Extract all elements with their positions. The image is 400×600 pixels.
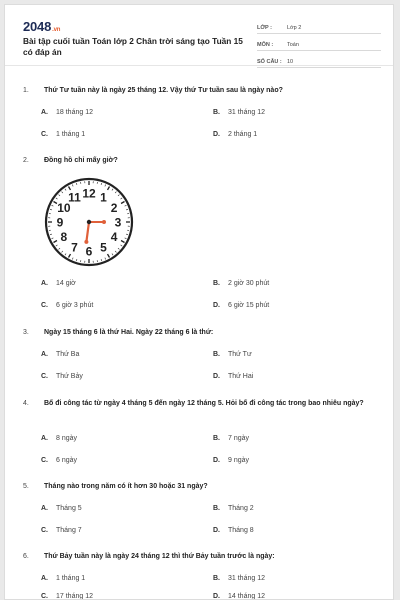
clock-hour-hand-tip <box>84 240 88 244</box>
meta-value: Toán <box>287 42 299 48</box>
worksheet-page <box>4 4 394 600</box>
clock-numeral: 4 <box>110 230 118 244</box>
option-key: A. <box>41 280 48 287</box>
option-key: B. <box>213 505 220 512</box>
option-b[interactable] <box>213 575 265 582</box>
option-key: D. <box>213 593 220 600</box>
question-text: Thứ Bảy tuần này là ngày 24 tháng 12 thì thứ Bảy tuần trước là ngày: <box>44 553 275 560</box>
brand-suffix: .vn <box>52 27 61 33</box>
option-d[interactable] <box>213 527 254 534</box>
option-text: 31 tháng 12 <box>228 109 265 116</box>
option-key: A. <box>41 505 48 512</box>
option-key: B. <box>213 280 220 287</box>
meta-key: MÔN : <box>257 42 274 48</box>
option-b[interactable] <box>213 435 249 442</box>
option-a[interactable] <box>41 575 85 582</box>
worksheet-meta <box>257 19 381 70</box>
option-text: 6 giờ 3 phút <box>56 302 94 309</box>
clock-numeral: 3 <box>114 215 122 230</box>
option-b[interactable] <box>213 505 254 512</box>
worksheet-header <box>5 5 393 66</box>
option-a[interactable] <box>41 505 82 512</box>
option-key: D. <box>213 457 220 464</box>
clock-minute-hand-tip <box>102 220 106 224</box>
option-key: A. <box>41 351 48 358</box>
meta-key: SỐ CÂU : <box>257 59 282 65</box>
meta-value: 10 <box>287 59 294 65</box>
option-d[interactable] <box>213 302 269 309</box>
option-c[interactable] <box>41 302 93 309</box>
option-text: 6 ngày <box>56 457 78 464</box>
brand-logo[interactable] <box>23 19 60 34</box>
option-text: 2 giờ 30 phút <box>228 280 270 287</box>
question-text: Tháng nào trong năm có ít hơn 30 hoặc 31 ngày? <box>44 483 208 490</box>
question-number: 3. <box>23 329 29 336</box>
option-key: B. <box>213 435 220 442</box>
option-key: A. <box>41 435 48 442</box>
option-text: Tháng 5 <box>56 505 82 512</box>
option-key: C. <box>41 527 48 534</box>
option-b[interactable] <box>213 351 252 358</box>
option-a[interactable] <box>41 109 93 116</box>
option-key: C. <box>41 593 48 600</box>
option-text: Thứ Hai <box>228 373 254 380</box>
option-key: B. <box>213 351 220 358</box>
option-text: 1 tháng 1 <box>56 575 86 582</box>
worksheet-title: Bài tập cuối tuần Toán lớp 2 Chân trời sáng tạo Tuần 15 có đáp án <box>23 36 243 57</box>
option-text: Thứ Ba <box>56 351 80 358</box>
option-text: 1 tháng 1 <box>56 131 86 138</box>
option-text: 9 ngày <box>228 457 250 464</box>
option-c[interactable] <box>41 131 85 138</box>
option-text: Tháng 2 <box>228 505 254 512</box>
clock-numeral: 10 <box>57 201 71 215</box>
option-c[interactable] <box>41 527 82 534</box>
brand-main: 2048 <box>23 19 52 34</box>
option-key: C. <box>41 302 48 309</box>
option-key: B. <box>213 109 220 116</box>
option-text: 17 tháng 12 <box>56 593 93 600</box>
clock-numeral: 1 <box>100 190 107 205</box>
question-number: 2. <box>23 157 29 164</box>
option-c[interactable] <box>41 593 93 600</box>
meta-count-row <box>257 53 381 68</box>
option-a[interactable] <box>41 351 79 358</box>
question-number: 4. <box>23 400 29 407</box>
clock-numeral: 2 <box>110 201 118 215</box>
option-key: D. <box>213 302 220 309</box>
option-key: D. <box>213 373 220 380</box>
clock-numeral: 9 <box>56 215 64 230</box>
clock-svg <box>41 177 137 267</box>
option-b[interactable] <box>213 109 265 116</box>
meta-value: Lớp 2 <box>287 25 302 31</box>
question-text: Bố đi công tác từ ngày 4 tháng 5 đến ngày 12 tháng 5. Hỏi bố đi công tác trong bao nhiêu ngày? <box>44 400 364 407</box>
option-text: 2 tháng 1 <box>228 131 258 138</box>
option-a[interactable] <box>41 435 77 442</box>
option-text: Thứ Tư <box>228 351 252 358</box>
option-a[interactable] <box>41 280 76 287</box>
option-key: B. <box>213 575 220 582</box>
question-number: 6. <box>23 553 29 560</box>
option-text: 14 tháng 12 <box>228 593 265 600</box>
clock-numeral: 8 <box>60 230 68 244</box>
option-text: Tháng 7 <box>56 527 82 534</box>
question-text: Đồng hồ chỉ mấy giờ? <box>44 157 118 164</box>
option-text: 6 giờ 15 phút <box>228 302 270 309</box>
option-key: C. <box>41 457 48 464</box>
option-key: A. <box>41 109 48 116</box>
option-key: D. <box>213 527 220 534</box>
option-key: C. <box>41 373 48 380</box>
option-b[interactable] <box>213 280 269 287</box>
clock-image <box>41 177 137 267</box>
question-number: 1. <box>23 87 29 94</box>
option-key: D. <box>213 131 220 138</box>
question-number: 5. <box>23 483 29 490</box>
option-text: Tháng 8 <box>228 527 254 534</box>
clock-numeral: 6 <box>85 244 93 259</box>
question-text: Ngày 15 tháng 6 là thứ Hai. Ngày 22 tháng 6 là thứ: <box>44 329 214 336</box>
clock-numeral: 7 <box>71 240 78 255</box>
meta-class-row <box>257 19 381 34</box>
option-d[interactable] <box>213 457 249 464</box>
option-d[interactable] <box>213 373 253 380</box>
question-text: Thứ Tư tuần này là ngày 25 tháng 12. Vậy thứ Tư tuần sau là ngày nào? <box>44 87 283 94</box>
option-c[interactable] <box>41 457 77 464</box>
option-text: Thứ Bảy <box>56 373 83 380</box>
clock-numeral: 5 <box>100 240 107 255</box>
clock-center-hub <box>87 220 91 224</box>
option-text: 8 ngày <box>56 435 78 442</box>
option-d[interactable] <box>213 593 265 600</box>
meta-key: LỚP : <box>257 25 272 31</box>
clock-numeral: 12 <box>82 186 96 201</box>
option-text: 14 giờ <box>56 280 76 287</box>
clock-numeral: 11 <box>68 190 81 205</box>
option-text: 7 ngày <box>228 435 250 442</box>
option-c[interactable] <box>41 373 83 380</box>
option-key: C. <box>41 131 48 138</box>
option-d[interactable] <box>213 131 257 138</box>
option-text: 18 tháng 12 <box>56 109 93 116</box>
option-key: A. <box>41 575 48 582</box>
meta-subject-row <box>257 36 381 51</box>
option-text: 31 tháng 12 <box>228 575 265 582</box>
